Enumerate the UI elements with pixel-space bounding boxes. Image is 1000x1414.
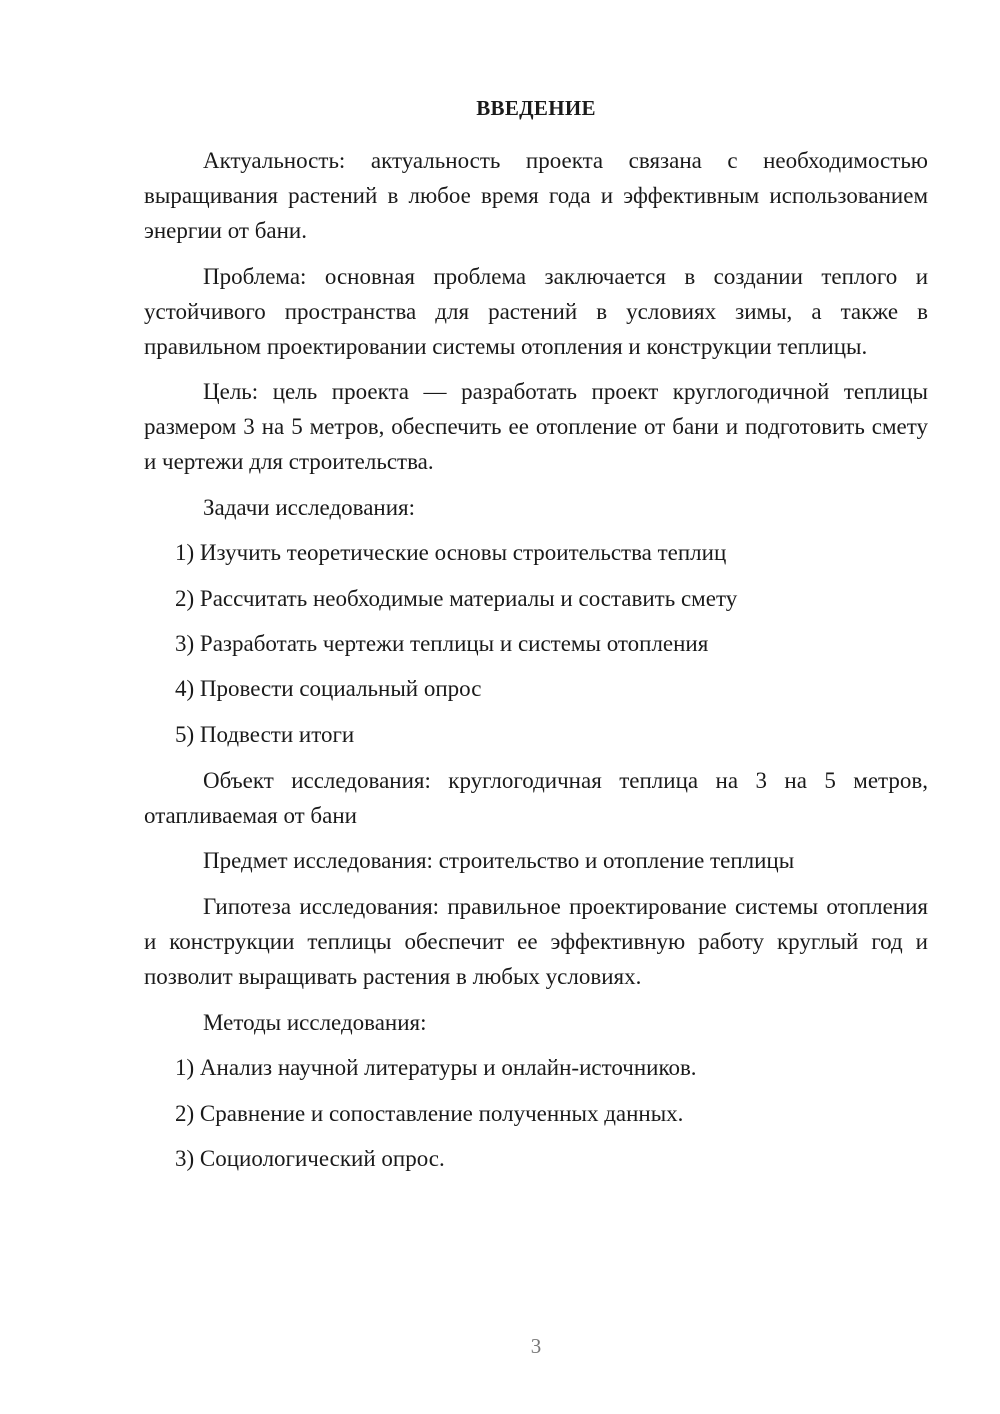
page-title: ВВЕДЕНИЕ	[476, 96, 596, 120]
list-item: 2) Рассчитать необходимые материалы и составить смету	[175, 586, 738, 611]
page-number: 3	[530, 1334, 542, 1358]
list-item: 2) Сравнение и сопоставление полученных данных.	[175, 1101, 684, 1126]
tasks-heading: Задачи исследования:	[203, 495, 416, 520]
problem-paragraph: Проблема: основная проблема заключается в создании теплого и устойчивого пространства для растений в условиях зимы, а также в правильном проектировании системы отопления и конструкции теплицы.	[144, 264, 928, 359]
list-item: 4) Провести социальный опрос	[175, 676, 482, 701]
list-item: 3) Разработать чертежи теплицы и системы отопления	[175, 631, 709, 656]
list-item: 3) Социологический опрос.	[175, 1146, 445, 1171]
list-item: 1) Анализ научной литературы и онлайн-источников.	[175, 1055, 697, 1080]
goal-paragraph: Цель: цель проекта — разработать проект круглогодичной теплицы размером 3 на 5 метров, обеспечить ее отопление от бани и подготовить смету и чертежи для строительства.	[144, 379, 928, 474]
list-item: 5) Подвести итоги	[175, 722, 355, 747]
relevance-paragraph: Актуальность: актуальность проекта связана с необходимостью выращивания растений в любое время года и эффективным использованием энергии от бани.	[144, 148, 928, 243]
hypothesis-paragraph: Гипотеза исследования: правильное проектирование системы отопления и конструкции теплицы обеспечит ее эффективную работу круглый год и позволит выращивать растения в любых условиях.	[144, 894, 928, 989]
list-item: 1) Изучить теоретические основы строительства теплиц	[175, 540, 727, 565]
object-paragraph: Объект исследования: круглогодичная теплица на 3 на 5 метров, отапливаемая от бани	[144, 768, 928, 828]
subject-paragraph: Предмет исследования: строительство и отопление теплицы	[203, 848, 795, 873]
methods-heading: Методы исследования:	[203, 1010, 427, 1035]
